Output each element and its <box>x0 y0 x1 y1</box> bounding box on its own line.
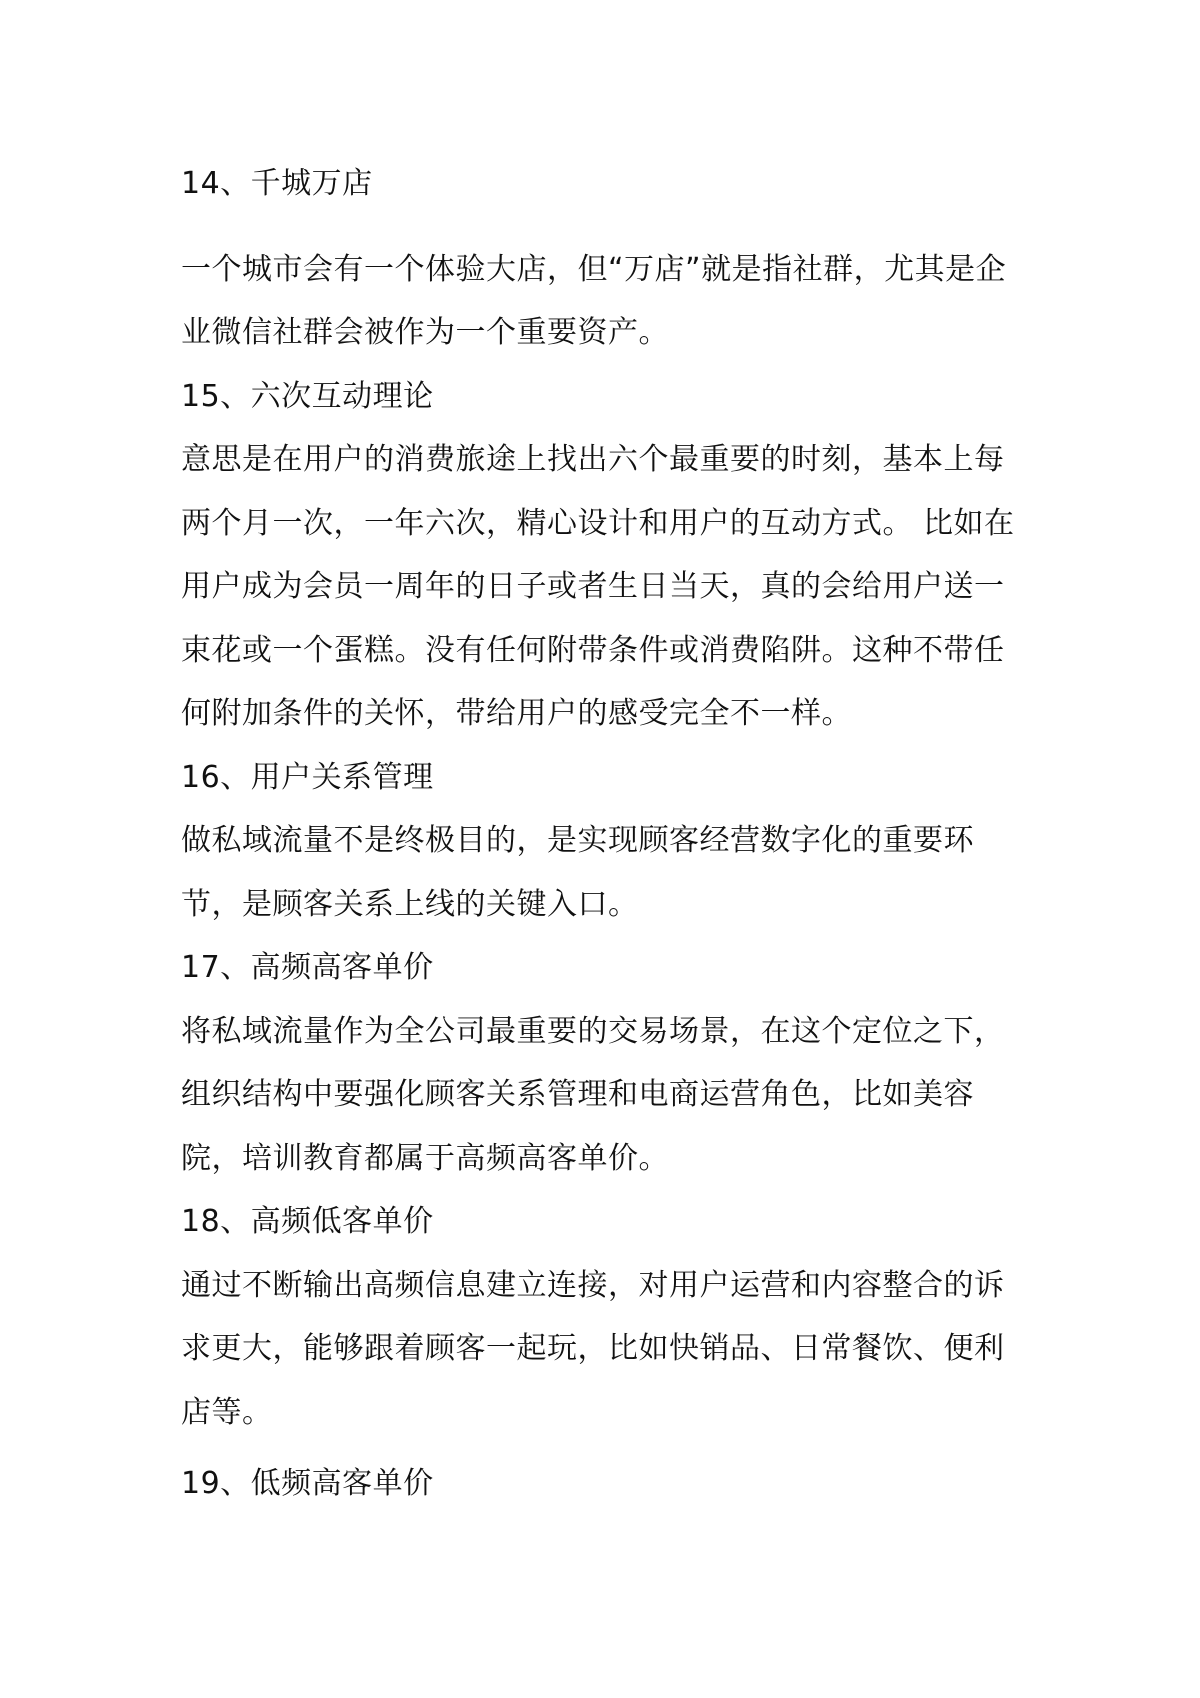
section-heading-17: 17、高频高客单价 <box>181 950 434 985</box>
section-heading-18: 18、高频低客单价 <box>181 1204 434 1239</box>
section-heading-19: 19、低频高客单价 <box>181 1466 434 1501</box>
section-heading-15: 15、六次互动理论 <box>181 378 434 414</box>
section-body-17: 将私域流量作为全公司最重要的交易场景，在这个定位之下，组织结构中要强化顾客关系管理和电商运营角色，比如美容院，培训教育都属于高频高客单价。 <box>181 1013 1005 1176</box>
section-heading-14: 14、千城万店 <box>181 166 373 201</box>
section-body-16: 做私域流量不是终极目的，是实现顾客经营数字化的重要环节，是顾客关系上线的关键入口。 <box>181 823 974 922</box>
section-body-14: 一个城市会有一个体验大店，但“万店”就是指社群，尤其是企业微信社群会被作为一个重要资产。 <box>181 251 1007 350</box>
section-body-18: 通过不断输出高频信息建立连接，对用户运营和内容整合的诉求更大，能够跟着顾客一起玩，比如快销品、日常餐饮、便利店等。 <box>181 1267 1005 1430</box>
section-body-15: 意思是在用户的消费旅途上找出六个最重要的时刻，基本上每两个月一次，一年六次，精心设计和用户的互动方式。 比如在用户成为会员一周年的日子或者生日当天，真的会给用户送一束花或一个蛋糕。没有任何附带条件或消费陷阱。这种不带任何附加条件的关怀，带给用户的感受完全不一样。 <box>181 442 1015 731</box>
document-content <box>181 152 1031 1516</box>
section-heading-16: 16、用户关系管理 <box>181 759 434 795</box>
